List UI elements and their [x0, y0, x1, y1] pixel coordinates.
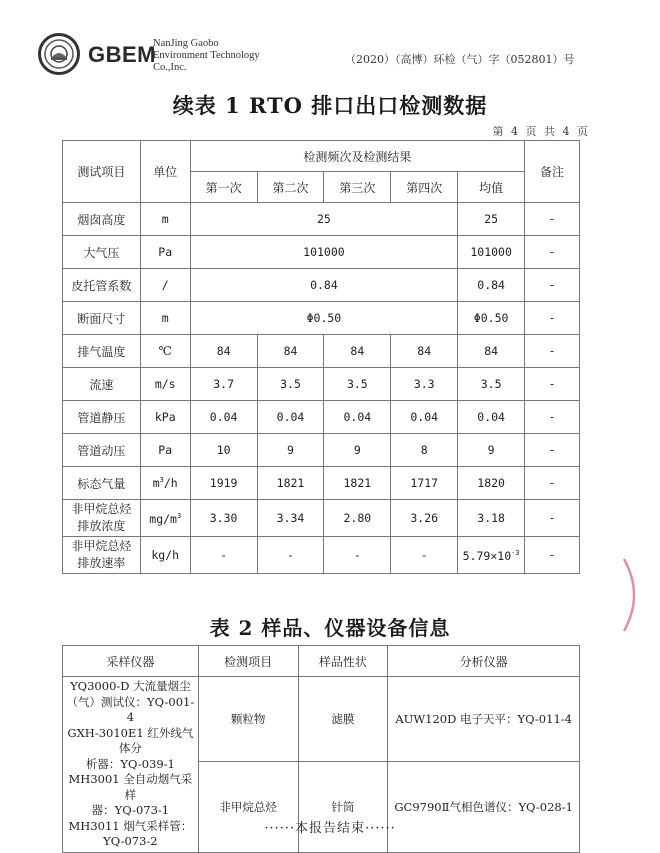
- row-value: 25: [190, 203, 457, 236]
- row-mean: 101000: [458, 236, 525, 269]
- row-mean: 3.18: [458, 500, 525, 537]
- header-mean: 均值: [458, 172, 525, 203]
- row-unit: Pa: [140, 236, 190, 269]
- row-remark: -: [525, 434, 580, 467]
- row-run-1: -: [190, 537, 257, 574]
- row-run-3: 84: [324, 335, 391, 368]
- row-mean: 84: [458, 335, 525, 368]
- table-row: [63, 467, 580, 500]
- instrument-line: MH3011 烟气采样管：: [68, 818, 193, 833]
- header-group: 检测频次及检测结果: [190, 141, 524, 172]
- unit-superscript: 3: [159, 476, 164, 485]
- instrument-line: GXH-3010E1 红外线气体分: [67, 725, 194, 755]
- analysis-instrument: GC9790Ⅱ气相色谱仪：YQ-028-1: [388, 762, 580, 853]
- header-run-3: 第三次: [324, 172, 391, 203]
- row-run-4: 0.04: [391, 401, 458, 434]
- row-item: 排气温度: [63, 335, 141, 368]
- header-sampling-instrument: 采样仪器: [63, 646, 199, 677]
- unit-tail: /h: [163, 476, 178, 490]
- row-unit: kPa: [140, 401, 190, 434]
- header-item: 测试项目: [63, 141, 141, 203]
- row-run-4: 3.26: [391, 500, 458, 537]
- header-sample-form: 样品性状: [298, 646, 388, 677]
- row-mean: 9: [458, 434, 525, 467]
- row-run-4: -: [391, 537, 458, 574]
- row-item: 皮托管系数: [63, 269, 141, 302]
- row-item: 断面尺寸: [63, 302, 141, 335]
- instrument-line: 器：YQ-073-1: [91, 803, 170, 817]
- row-run-1: 3.7: [190, 368, 257, 401]
- table2-title: 表 2 样品、仪器设备信息: [209, 616, 451, 640]
- header-run-1: 第一次: [190, 172, 257, 203]
- company-line: Environment Technology: [153, 50, 260, 61]
- row-item: 管道动压: [63, 434, 141, 467]
- row-mean: [458, 537, 525, 574]
- company-line: Co.,Inc.: [153, 62, 187, 73]
- row-run-2: 1821: [257, 467, 324, 500]
- row-run-4: 84: [391, 335, 458, 368]
- row-unit: kg/h: [140, 537, 190, 574]
- company-logo-icon: [38, 33, 80, 75]
- table1-title: 续表 1 RTO 排口出口检测数据: [172, 93, 488, 118]
- row-unit: [140, 467, 190, 500]
- row-unit: m/s: [140, 368, 190, 401]
- header-unit: 单位: [140, 141, 190, 203]
- row-remark: -: [525, 401, 580, 434]
- table-row: [63, 269, 580, 302]
- test-item: 颗粒物: [198, 677, 298, 762]
- header-remark: 备注: [525, 141, 580, 203]
- row-run-3: 9: [324, 434, 391, 467]
- unit-base: mg/m: [149, 511, 177, 526]
- row-item: 大气压: [63, 236, 141, 269]
- table-row: [63, 335, 580, 368]
- row-run-1: 10: [190, 434, 257, 467]
- row-item: 标态气量: [63, 467, 141, 500]
- row-run-3: 0.04: [324, 401, 391, 434]
- row-run-2: -: [257, 537, 324, 574]
- sample-form: 针筒: [298, 762, 388, 853]
- table-row: [63, 236, 580, 269]
- row-item: [63, 537, 141, 574]
- row-item-line: 非甲烷总烃: [71, 502, 132, 516]
- row-unit: m: [140, 302, 190, 335]
- header-test-item: 检测项目: [198, 646, 298, 677]
- row-run-3: 2.80: [324, 500, 391, 537]
- row-run-3: -: [324, 537, 391, 574]
- row-unit: ℃: [140, 335, 190, 368]
- row-value: Φ0.50: [190, 302, 457, 335]
- row-item-line: 非甲烷总烃: [71, 539, 132, 553]
- row-run-4: 8: [391, 434, 458, 467]
- row-remark: -: [525, 302, 580, 335]
- instrument-line: MH3001 全自动烟气采样: [68, 772, 193, 802]
- row-run-2: 9: [257, 434, 324, 467]
- unit-superscript: 3: [176, 512, 182, 521]
- row-run-1: 84: [190, 335, 257, 368]
- row-item: 流速: [63, 368, 141, 401]
- row-item-line: 排放速率: [77, 556, 126, 570]
- header-run-4: 第四次: [391, 172, 458, 203]
- analysis-instrument: AUW120D 电子天平：YQ-011-4: [388, 677, 580, 762]
- row-mean: Φ0.50: [458, 302, 525, 335]
- company-line: NanJing Gaobo: [153, 38, 219, 49]
- row-run-1: 0.04: [190, 401, 257, 434]
- sample-form: 滤膜: [298, 677, 388, 762]
- row-run-2: 3.5: [257, 368, 324, 401]
- row-remark: -: [525, 203, 580, 236]
- row-run-4: 3.3: [391, 368, 458, 401]
- row-mean: 25: [458, 203, 525, 236]
- instrument-line: 析器：YQ-039-1: [85, 756, 175, 771]
- row-remark: -: [525, 537, 580, 574]
- row-remark: -: [525, 269, 580, 302]
- brand-name: GBEM: [88, 42, 156, 67]
- header-run-2: 第二次: [257, 172, 324, 203]
- table-row: [63, 203, 580, 236]
- row-run-1: 1919: [190, 467, 257, 500]
- unit-base: m: [152, 476, 160, 490]
- header-analysis-instrument: 分析仪器: [388, 646, 580, 677]
- table-row: [63, 302, 580, 335]
- company-name: [153, 38, 260, 74]
- row-remark: -: [525, 368, 580, 401]
- mean-exponent: -3: [511, 549, 520, 558]
- row-mean: 0.04: [458, 401, 525, 434]
- row-unit: [140, 500, 190, 537]
- row-run-2: 0.04: [257, 401, 324, 434]
- monitoring-data-table: [62, 140, 580, 574]
- row-run-3: 3.5: [324, 368, 391, 401]
- row-value: 0.84: [190, 269, 457, 302]
- row-remark: -: [525, 467, 580, 500]
- instrument-line: （气）测试仪：YQ-001-4: [66, 694, 195, 724]
- table-row: [63, 537, 580, 574]
- row-run-1: 3.30: [190, 500, 257, 537]
- report-end-marker: ······本报告结束······: [264, 821, 396, 836]
- table-row: [63, 500, 580, 537]
- table-row: [63, 368, 580, 401]
- page-info: 第 4 页 共 4 页: [492, 125, 590, 138]
- instrument-line: YQ-073-2: [103, 834, 158, 848]
- row-item: 烟囱高度: [63, 203, 141, 236]
- row-remark: -: [525, 335, 580, 368]
- instrument-line: YQ3000-D 大流量烟尘: [70, 679, 191, 693]
- row-unit: /: [140, 269, 190, 302]
- row-item: 管道静压: [63, 401, 141, 434]
- row-mean: 3.5: [458, 368, 525, 401]
- row-item: [63, 500, 141, 537]
- table-row: [63, 401, 580, 434]
- row-unit: m: [140, 203, 190, 236]
- row-run-2: 3.34: [257, 500, 324, 537]
- table-row: [63, 677, 580, 762]
- row-mean: 1820: [458, 467, 525, 500]
- report-number: （2020）（高博）环检（气）字（052801）号: [345, 53, 575, 66]
- row-remark: -: [525, 236, 580, 269]
- row-item-line: 排放浓度: [77, 519, 126, 533]
- row-value: 101000: [190, 236, 457, 269]
- row-run-4: 1717: [391, 467, 458, 500]
- test-item: 非甲烷总烃: [198, 762, 298, 853]
- mean-base: 5.79×10: [462, 548, 512, 563]
- row-remark: -: [525, 500, 580, 537]
- row-unit: Pa: [140, 434, 190, 467]
- table-row: [63, 434, 580, 467]
- row-mean: 0.84: [458, 269, 525, 302]
- row-run-3: 1821: [324, 467, 391, 500]
- row-run-2: 84: [257, 335, 324, 368]
